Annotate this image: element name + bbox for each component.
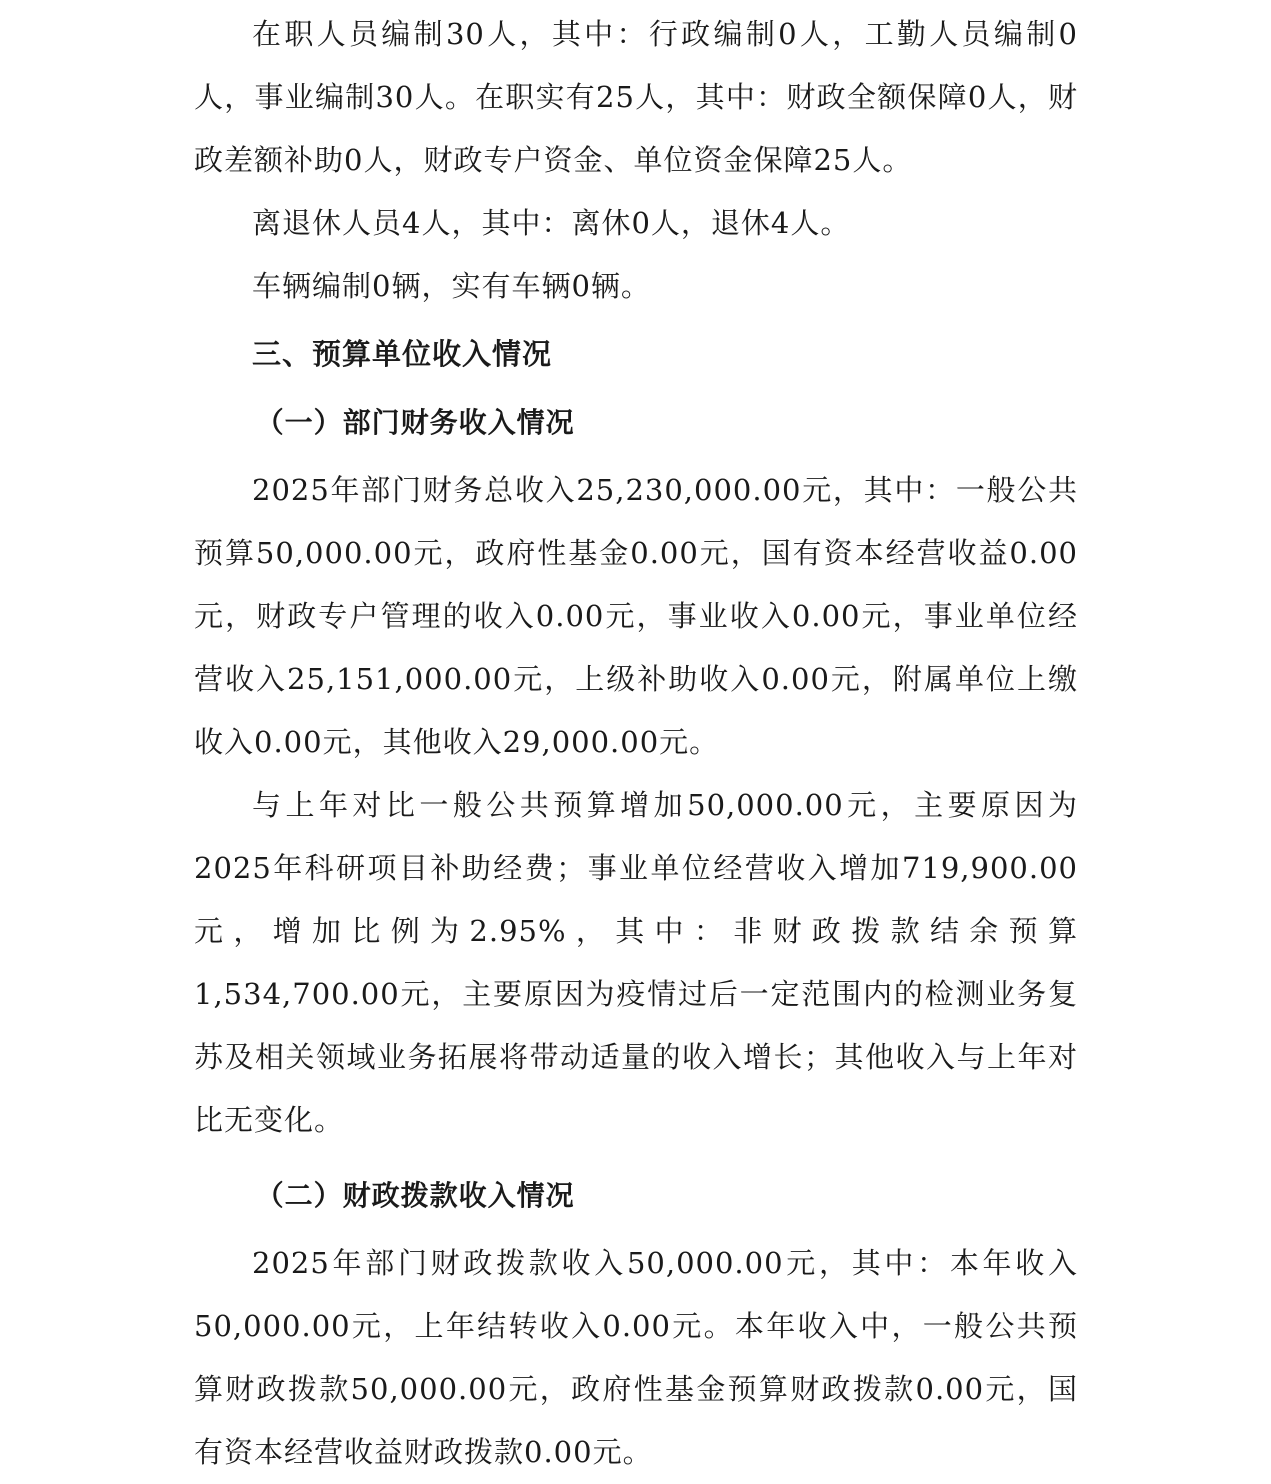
vehicles-paragraph: 车辆编制0辆，实有车辆0辆。 xyxy=(252,269,651,303)
subsection-heading-appropriation-income: （二）财政拨款收入情况 xyxy=(255,1179,575,1212)
subsection-heading-finance-income: （一）部门财务收入情况 xyxy=(255,406,575,439)
document-page xyxy=(194,0,1078,1484)
year-comparison-paragraph: 与上年对比一般公共预算增加50,000.00元，主要原因为2025年科研项目补助经费；事业单位经营收入增加719,900.00元，增加比例为2.95%，其中：非财政拨款结余预算1,534,700.00元，主要原因为疫情过后一定范围内的检测业务复苏及相关领域业务拓展将带动适量的收入增长；其他收入与上年对比无变化。 xyxy=(194,788,1078,1137)
staffing-paragraph: 在职人员编制30人，其中：行政编制0人，工勤人员编制0人，事业编制30人。在职实有25人，其中：财政全额保障0人，财政差额补助0人，财政专户资金、单位资金保障25人。 xyxy=(194,17,1078,177)
section-heading-income: 三、预算单位收入情况 xyxy=(252,337,553,371)
retired-paragraph: 离退休人员4人，其中：离休0人，退休4人。 xyxy=(252,206,851,240)
appropriation-income-paragraph: 2025年部门财政拨款收入50,000.00元，其中：本年收入50,000.00元，上年结转收入0.00元。本年收入中，一般公共预算财政拨款50,000.00元，政府性基金预算财政拨款0.00元，国有资本经营收益财政拨款0.00元。 xyxy=(194,1246,1078,1469)
finance-income-paragraph: 2025年部门财务总收入25,230,000.00元，其中：一般公共预算50,000.00元，政府性基金0.00元，国有资本经营收益0.00元，财政专户管理的收入0.00元，事业收入0.00元，事业单位经营收入25,151,000.00元，上级补助收入0.00元，附属单位上缴收入0.00元，其他收入29,000.00元。 xyxy=(194,473,1078,759)
